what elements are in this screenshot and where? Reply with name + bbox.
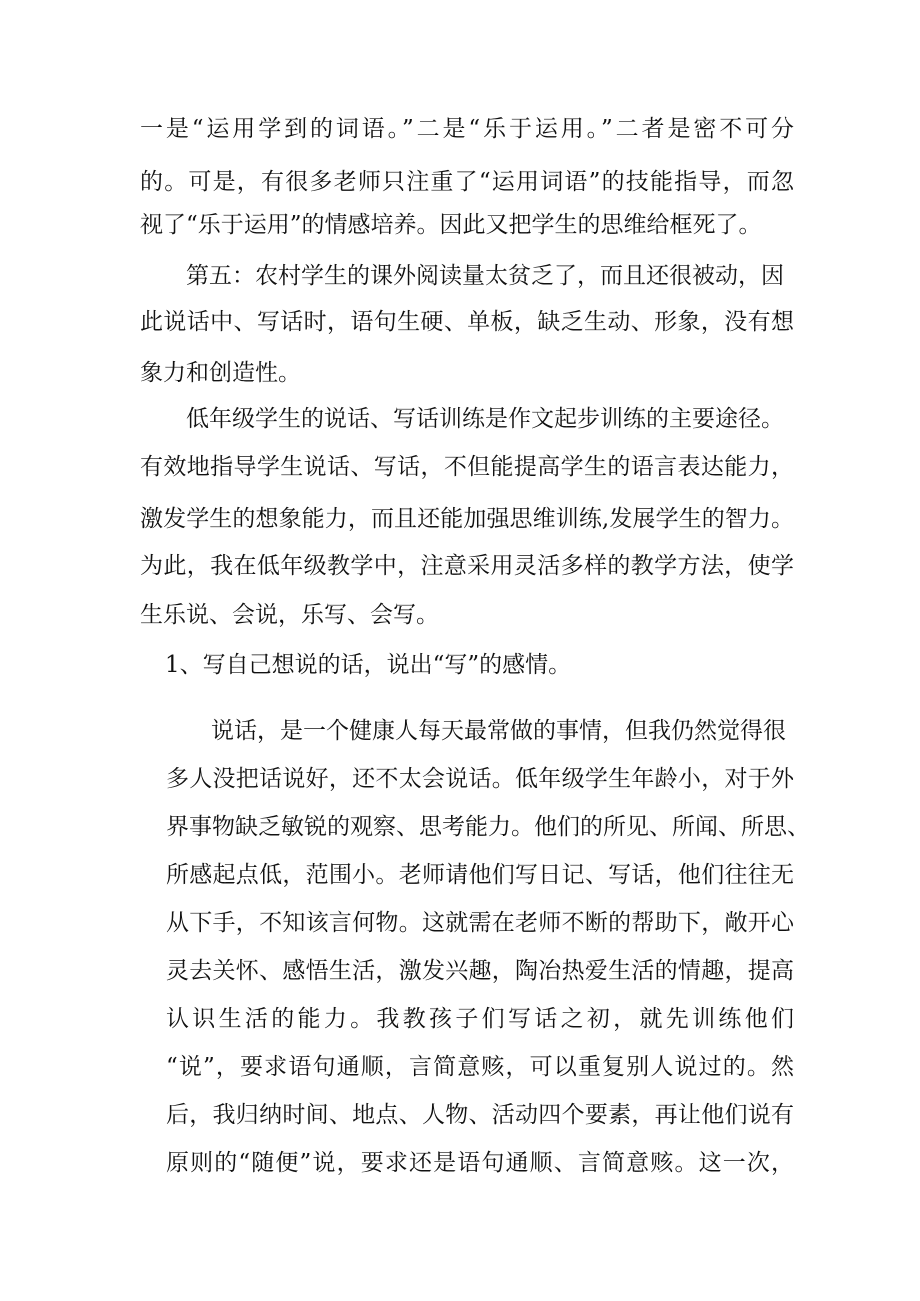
- text-line: 此说话中、写话时，语句生硬、单板，缺乏生动、形象，没有想: [140, 309, 794, 335]
- text-line: 从下手，不知该言何物。这就需在老师不断的帮助下，敞开心: [166, 910, 794, 936]
- text-line: 象力和创造性。: [140, 360, 301, 386]
- paragraph-first-line: 低年级学生的说话、写话训练是作文起步训练的主要途径。: [186, 406, 784, 432]
- text-line: 视了“乐于运用”的情感培养。因此又把学生的思维给框死了。: [140, 212, 762, 238]
- text-line: 生乐说、会说，乐写、会写。: [140, 602, 439, 628]
- text-line: 界事物缺乏敏锐的观察、思考能力。他们的所见、所闻、所思、: [166, 814, 810, 840]
- text-line: 多人没把话说好，还不太会说话。低年级学生年龄小，对于外: [166, 766, 794, 792]
- text-line: 一是“运用学到的词语。”二是“乐于运用。”二者是密不可分: [140, 116, 794, 142]
- text-line: 原则的“随便”说，要求还是语句通顺、言简意赅。这一次，: [166, 1150, 794, 1176]
- text-line: 激发学生的想象能力，而且还能加强思维训练,发展学生的智力。: [140, 506, 794, 532]
- text-line: 有效地指导学生说话、写话，不但能提高学生的语言表达能力，: [140, 454, 794, 480]
- text-line: 后，我归纳时间、地点、人物、活动四个要素，再让他们说有: [166, 1102, 794, 1128]
- text-line: 的。可是，有很多老师只注重了“运用词语”的技能指导，而忽: [140, 169, 794, 195]
- text-line: 认识生活的能力。我教孩子们写话之初，就先训练他们: [166, 1006, 794, 1032]
- section-heading: 1、写自己想说的话，说出“写”的感情。: [165, 652, 572, 678]
- text-line: 所感起点低，范围小。老师请他们写日记、写话，他们往往无: [166, 862, 794, 888]
- text-line: 为此，我在低年级教学中，注意采用灵活多样的教学方法，使学: [140, 553, 794, 579]
- text-line: 灵去关怀、感悟生活，激发兴趣，陶冶热爱生活的情趣，提高: [166, 958, 794, 984]
- paragraph-first-line: 第五：农村学生的课外阅读量太贫乏了，而且还很被动，因: [186, 263, 784, 289]
- paragraph-first-line: 说话，是一个健康人每天最常做的事情，但我仍然觉得很: [211, 718, 786, 744]
- text-line: “说”，要求语句通顺，言简意赅，可以重复别人说过的。然: [166, 1054, 794, 1080]
